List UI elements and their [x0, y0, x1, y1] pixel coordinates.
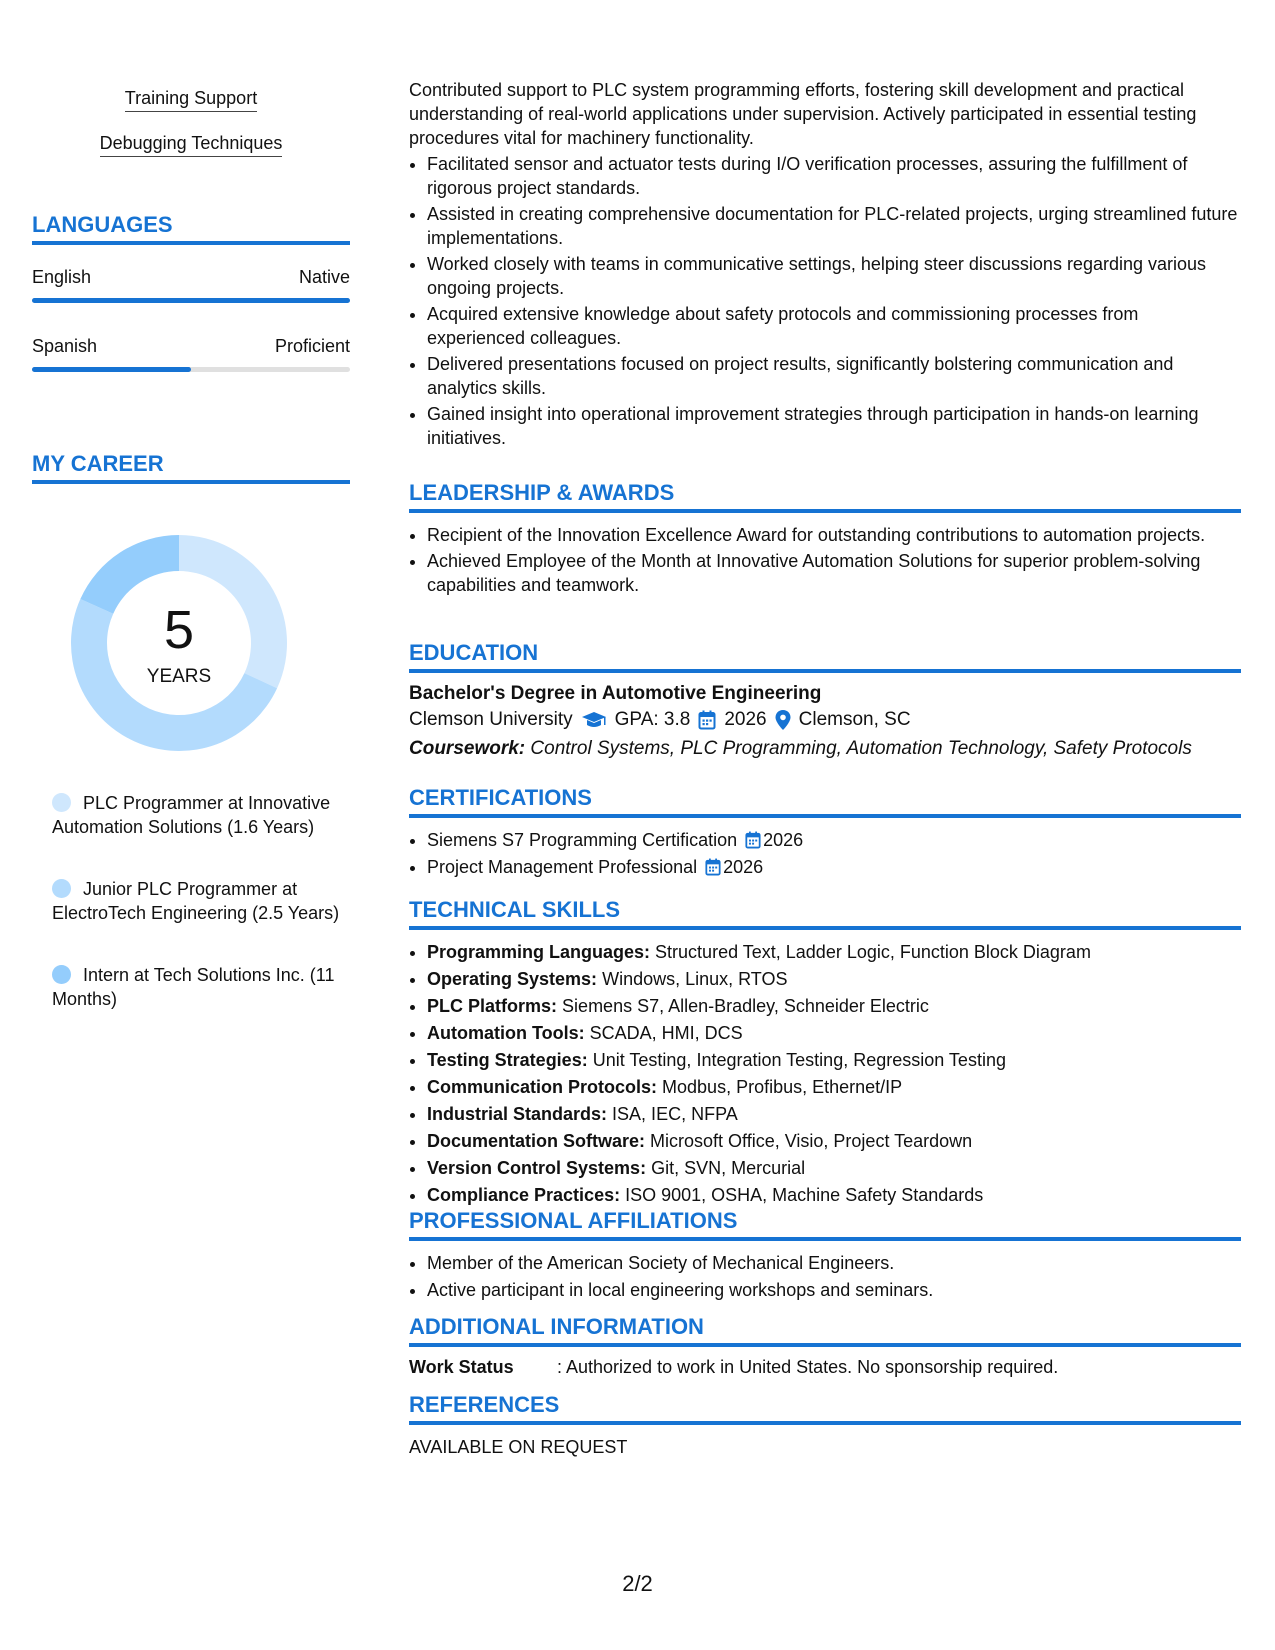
section-heading: TECHNICAL SKILLS — [409, 897, 1241, 930]
career-unit: YEARS — [146, 666, 212, 687]
list-item: • Gained insight into operational improvement strategies through participation in hands-on learning initiatives. — [427, 402, 1241, 450]
career-total: 5 — [163, 600, 195, 660]
skill-label: Programming Languages: — [427, 942, 651, 962]
language-name: English — [32, 267, 92, 287]
skill-value: Git, SVN, Mercurial — [651, 1158, 806, 1178]
certification-year: 2026 — [763, 830, 804, 850]
language-english — [32, 267, 350, 303]
work-status — [409, 1357, 1241, 1378]
career-heading: MY CAREER — [32, 451, 350, 484]
skill-item — [427, 1075, 1241, 1099]
skill-label: Operating Systems: — [427, 969, 598, 989]
legend-label: Junior PLC Programmer at ElectroTech Engineering (2.5 Years) — [52, 879, 340, 923]
legend-dot — [52, 793, 71, 812]
school-name: Clemson University — [409, 709, 573, 730]
legend-dot — [52, 965, 71, 984]
skill-tag — [32, 133, 350, 157]
skill-item — [427, 1129, 1241, 1153]
calendar-icon — [745, 831, 761, 849]
skill-item — [427, 1102, 1241, 1126]
additional-info-section — [409, 1314, 1241, 1378]
skill-tag-label: Training Support — [125, 88, 257, 112]
skill-value: Microsoft Office, Visio, Project Teardown — [650, 1131, 973, 1151]
section-heading: ADDITIONAL INFORMATION — [409, 1314, 1241, 1347]
language-level: Proficient — [274, 336, 350, 356]
language-name: Spanish — [32, 336, 98, 356]
list-item: • Facilitated sensor and actuator tests during I/O verification processes, assuring the fulfillment of rigorous project standards. — [427, 152, 1241, 200]
education-details — [409, 709, 1241, 731]
legend-label: PLC Programmer at Innovative Automation Solutions (1.6 Years) — [52, 793, 331, 837]
calendar-icon — [705, 858, 721, 876]
skill-label: Compliance Practices: — [427, 1185, 621, 1205]
list-item: • Recipient of the Innovation Excellence Award for outstanding contributions to automation projects. — [427, 523, 1241, 547]
skill-value: Unit Testing, Integration Testing, Regression Testing — [592, 1050, 1006, 1070]
section-heading: EDUCATION — [409, 640, 1241, 673]
skill-value: SCADA, HMI, DCS — [589, 1023, 743, 1043]
certification-year: 2026 — [723, 857, 764, 877]
skill-item — [427, 1048, 1241, 1072]
list-item: • Achieved Employee of the Month at Innovative Automation Solutions for superior problem-solving capabilities and teamwork. — [427, 549, 1241, 597]
language-level: Native — [298, 267, 350, 287]
career-legend-item — [52, 963, 342, 1011]
language-spanish — [32, 336, 350, 372]
gpa: GPA: 3.8 — [614, 709, 691, 730]
list-item: • Delivered presentations focused on project results, significantly bolstering communication and analytics skills. — [427, 352, 1241, 400]
legend-label: Intern at Tech Solutions Inc. (11 Months) — [52, 965, 335, 1009]
references-section — [409, 1392, 1241, 1458]
skill-item — [427, 1183, 1241, 1207]
skill-value: Windows, Linux, RTOS — [602, 969, 788, 989]
skill-item — [427, 967, 1241, 991]
skill-value: Modbus, Profibus, Ethernet/IP — [662, 1077, 903, 1097]
list-item: • Member of the American Society of Mechanical Engineers. — [427, 1251, 1241, 1275]
skill-value: ISA, IEC, NFPA — [612, 1104, 738, 1124]
affiliations-section — [409, 1208, 1241, 1302]
certifications-section — [409, 785, 1241, 879]
section-heading: CERTIFICATIONS — [409, 785, 1241, 818]
calendar-icon — [698, 710, 716, 730]
section-heading: PROFESSIONAL AFFILIATIONS — [409, 1208, 1241, 1241]
skill-value: Structured Text, Ladder Logic, Function Block Diagram — [655, 942, 1091, 962]
skill-item — [427, 994, 1241, 1018]
skill-item — [427, 1156, 1241, 1180]
school-location: Clemson, SC — [798, 709, 911, 730]
certification-item — [427, 828, 1241, 852]
skill-label: Industrial Standards: — [427, 1104, 608, 1124]
skill-item — [427, 940, 1241, 964]
skill-label: Communication Protocols: — [427, 1077, 658, 1097]
list-item: • Worked closely with teams in communicative settings, helping steer discussions regarding various ongoing projects. — [427, 252, 1241, 300]
experience-bullets — [409, 152, 1241, 450]
skill-item — [427, 1021, 1241, 1045]
coursework-label: Coursework: — [409, 738, 526, 759]
skill-value: ISO 9001, OSHA, Machine Safety Standards — [625, 1185, 984, 1205]
coursework-list: Control Systems, PLC Programming, Automation Technology, Safety Protocols — [530, 738, 1192, 759]
technical-skills-section — [409, 897, 1241, 1207]
list-item: • Active participant in local engineering workshops and seminars. — [427, 1278, 1241, 1302]
skill-label: Documentation Software: — [427, 1131, 646, 1151]
certification-item — [427, 855, 1241, 879]
section-heading: REFERENCES — [409, 1392, 1241, 1425]
language-bar — [32, 367, 350, 372]
skill-label: PLC Platforms: — [427, 996, 558, 1016]
certification-name: • Siemens S7 Programming Certification — [427, 830, 738, 850]
skill-label: Automation Tools: — [427, 1023, 585, 1043]
leadership-section — [409, 480, 1241, 599]
language-bar — [32, 298, 350, 303]
skill-label: Version Control Systems: — [427, 1158, 647, 1178]
language-bar-fill — [32, 298, 350, 303]
references-text: AVAILABLE ON REQUEST — [409, 1437, 628, 1457]
list-item: • Acquired extensive knowledge about safety protocols and commissioning processes from experienced colleagues. — [427, 302, 1241, 350]
legend-dot — [52, 879, 71, 898]
degree-title: Bachelor's Degree in Automotive Engineering — [409, 683, 822, 704]
location-pin-icon — [775, 710, 791, 730]
language-bar-fill — [32, 367, 191, 372]
skill-value: Siemens S7, Allen-Bradley, Schneider Electric — [562, 996, 929, 1016]
career-legend-item — [52, 791, 342, 839]
career-legend-item — [52, 877, 342, 925]
main-content — [409, 78, 1241, 1457]
skill-tag-label: Debugging Techniques — [100, 133, 283, 157]
career-donut — [66, 530, 292, 756]
graduation-cap-icon — [581, 711, 607, 729]
page-number: 2/2 — [622, 1571, 653, 1596]
education-section — [409, 640, 1241, 760]
list-item: • Assisted in creating comprehensive documentation for PLC-related projects, urging streamlined future implementations. — [427, 202, 1241, 250]
skill-tag — [32, 88, 350, 112]
graduation-year: 2026 — [724, 709, 767, 730]
section-heading: LEADERSHIP & AWARDS — [409, 480, 1241, 513]
work-status-value: : Authorized to work in United States. No sponsorship required. — [557, 1357, 1059, 1377]
languages-heading: LANGUAGES — [32, 212, 350, 245]
coursework — [409, 738, 1241, 760]
certification-name: • Project Management Professional — [427, 857, 698, 877]
experience-summary: Contributed support to PLC system programming efforts, fostering skill development and practical understanding of real-world applications under supervision. Actively participated in essential testing procedures vital for machinery functionality. — [409, 80, 1197, 148]
skill-label: Testing Strategies: — [427, 1050, 588, 1070]
work-status-label: Work Status — [409, 1357, 514, 1377]
